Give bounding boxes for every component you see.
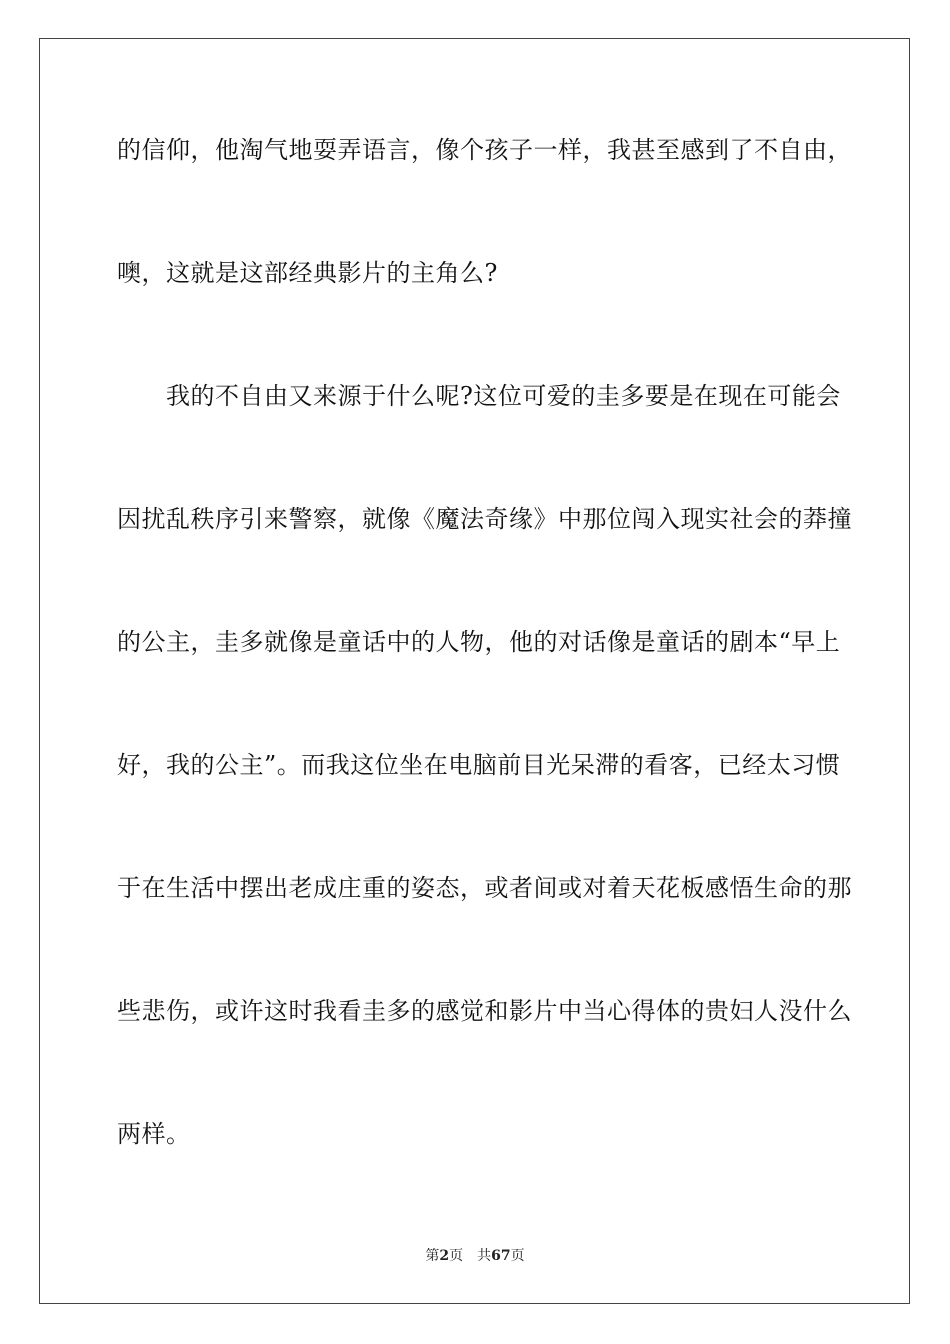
body-line-6: 好，我的公主”。而我这位坐在电脑前目光呆滞的看客，已经太习惯	[117, 751, 841, 779]
page-footer	[0, 1247, 950, 1265]
footer-total-prefix: 共	[477, 1248, 492, 1264]
body-line-7: 于在生活中摆出老成庄重的姿态，或者间或对着天花板感悟生命的那	[117, 874, 852, 902]
body-line-9: 两样。	[117, 1120, 191, 1148]
body-line-8: 些悲伤，或许这时我看圭多的感觉和影片中当心得体的贵妇人没什么	[117, 997, 852, 1025]
body-line-1: 的信仰，他淘气地耍弄语言，像个孩子一样，我甚至感到了不自由，	[117, 136, 852, 164]
body-line-2: 噢，这就是这部经典影片的主角么?	[117, 259, 498, 287]
footer-total-suffix: 页	[510, 1248, 525, 1264]
page-border	[39, 38, 910, 1304]
footer-page-prefix: 第	[425, 1248, 440, 1264]
body-line-5: 的公主，圭多就像是童话中的人物，他的对话像是童话的剧本“早上	[117, 628, 841, 656]
footer-page-suffix: 页	[449, 1248, 464, 1264]
body-line-3: 我的不自由又来源于什么呢?这位可爱的圭多要是在现在可能会	[166, 382, 841, 410]
body-line-4: 因扰乱秩序引来警察，就像《魔法奇缘》中那位闯入现实社会的莽撞	[117, 505, 852, 533]
footer-total-pages: 67	[491, 1248, 511, 1264]
footer-page-number: 2	[439, 1248, 450, 1264]
